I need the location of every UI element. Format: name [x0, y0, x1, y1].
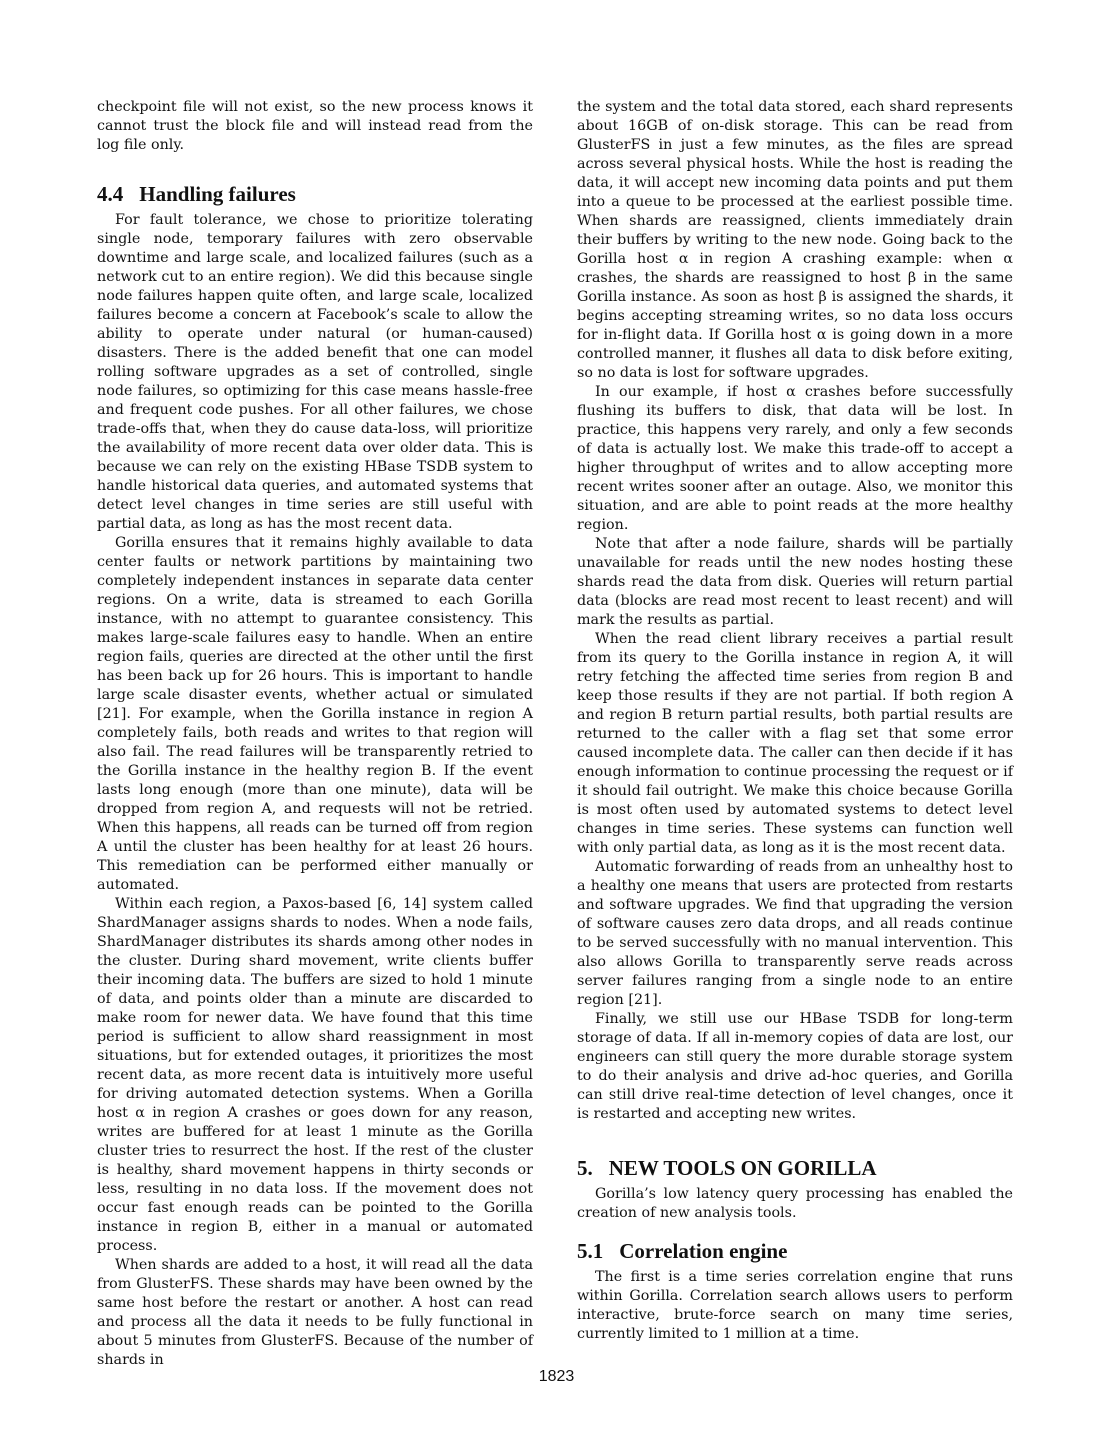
page-number: 1823: [538, 1368, 575, 1385]
left-column: [97, 98, 533, 1370]
body-paragraph: In our example, if host α crashes before successfully flushing its buffers to disk, that data will be lost. In practice, this happens very rarely, and only a few seconds of data is actually lost. We make this trade-off to accept a higher throughput of writes and to allow accepting more recent writes sooner after an outage. Also, we monitor this situation, and are able to point reads at the more healthy region.: [577, 384, 1013, 533]
section-number: 4.4: [97, 182, 124, 206]
continuation-paragraph: the system and the total data stored, each shard represents about 16GB of on-disk storage. This can be read from GlusterFS in just a few minutes, as the files are spread across several physical hosts. While the host is reading the data, it will accept new incoming data points and put them into a queue to be processed at the earliest possible time. When shards are reassigned, clients immediately drain their buffers by writing to the new node. Going back to the Gorilla host α in region A crashing example: when α crashes, the shards are reassigned to host β in the same Gorilla instance. As soon as host β is assigned the shards, it begins accepting streaming writes, so no data loss occurs for in-flight data. If Gorilla host α is going down in a more controlled manner, it flushes all data to disk before exiting, so no data is lost for software upgrades.: [577, 99, 1013, 381]
intro-paragraph: checkpoint file will not exist, so the new process knows it cannot trust the block file and will instead read from the log file only.: [97, 99, 533, 153]
body-paragraph: For fault tolerance, we chose to prioritize tolerating single node, temporary failures with zero observable downtime and large scale, and localized failures (such as a network cut to an entire region). We did this because single node failures happen quite often, and large scale, localized failures become a concern at Facebook’s scale to allow the ability to operate under natural (or human-caused) disasters. There is the added benefit that one can model rolling software upgrades as a set of controlled, single node failures, so optimizing for this case means hassle-free and frequent code pushes. For all other failures, we chose trade-offs that, when they do cause data-loss, will prioritize the availability of more recent data over older data. This is because we can rely on the existing HBase TSDB system to handle historical data queries, and automated systems that detect level changes in time series are still useful with partial data, as long as has the most recent data.: [97, 212, 533, 532]
section-title: NEW TOOLS ON GORILLA: [608, 1156, 877, 1180]
section-title: Correlation engine: [619, 1239, 788, 1263]
section-5-heading: [577, 1155, 1013, 1181]
section-5-1-heading: [577, 1238, 1013, 1264]
body-paragraph: Automatic forwarding of reads from an unhealthy host to a healthy one means that users are protected from restarts and software upgrades. We find that upgrading the version of software causes zero data drops, and all reads continue to be served successfully with no manual intervention. This also allows Gorilla to transparently serve reads across server failures ranging from a single node to an entire region [21].: [577, 859, 1013, 1008]
section-number: 5.: [577, 1156, 593, 1180]
section-title: Handling failures: [139, 182, 296, 206]
body-paragraph: Gorilla ensures that it remains highly available to data center faults or network partitions by maintaining two completely independent instances in separate data center regions. On a write, data is streamed to each Gorilla instance, with no attempt to guarantee consistency. This makes large-scale failures easy to handle. When an entire region fails, queries are directed at the other until the first has been back up for 26 hours. This is important to handle large scale disaster events, whether actual or simulated [21]. For example, when the Gorilla instance in region A completely fails, both reads and writes to that region will also fail. The read failures will be transparently retried to the Gorilla instance in the healthy region B. If the event lasts long enough (more than one minute), data will be dropped from region A, and requests will not be retried. When this happens, all reads can be turned off from region A until the cluster has been healthy for at least 26 hours. This remediation can be performed either manually or automated.: [97, 535, 533, 893]
body-paragraph: Note that after a node failure, shards will be partially unavailable for reads until the new nodes hosting these shards read the data from disk. Queries will return partial data (blocks are read most recent to least recent) and will mark the results as partial.: [577, 536, 1013, 628]
body-paragraph: When the read client library receives a partial result from its query to the Gorilla instance in region A, it will retry fetching the affected time series from region B and keep those results if they are not partial. If both region A and region B return partial results, both partial results are returned to the caller with a flag set that some error caused incomplete data. The caller can then decide if it has enough information to continue processing the request or if it should fail outright. We make this choice because Gorilla is most often used by automated systems to detect level changes in time series. These systems can function well with only partial data, as long as it is the most recent data.: [577, 631, 1013, 856]
section-4-4-heading: [97, 181, 533, 207]
section-number: 5.1: [577, 1239, 604, 1263]
body-paragraph: Gorilla’s low latency query processing has enabled the creation of new analysis tools.: [577, 1186, 1013, 1221]
body-paragraph: Within each region, a Paxos-based [6, 14] system called ShardManager assigns shards to nodes. When a node fails, ShardManager distributes its shards among other nodes in the cluster. During shard movement, write clients buffer their incoming data. The buffers are sized to hold 1 minute of data, and points older than a minute are discarded to make room for newer data. We have found that this time period is sufficient to allow shard reassignment in most situations, but for extended outages, it prioritizes the most recent data, as more recent data is intuitively more useful for driving automated detection systems. When a Gorilla host α in region A crashes or goes down for any reason, writes are buffered for at least 1 minute as the Gorilla cluster tries to resurrect the host. If the rest of the cluster is healthy, shard movement happens in thirty seconds or less, resulting in no data loss. If the movement does not occur fast enough reads can be pointed to the Gorilla instance in region B, either in a manual or automated process.: [97, 896, 533, 1254]
right-column: [577, 98, 1013, 1344]
body-paragraph: When shards are added to a host, it will read all the data from GlusterFS. These shards may have been owned by the same host before the restart or another. A host can read and process all the data it needs to be fully functional in about 5 minutes from GlusterFS. Because of the number of shards in: [97, 1257, 533, 1368]
body-paragraph: The first is a time series correlation engine that runs within Gorilla. Correlation search allows users to perform interactive, brute-force search on many time series, currently limited to 1 million at a time.: [577, 1269, 1013, 1342]
body-paragraph: Finally, we still use our HBase TSDB for long-term storage of data. If all in-memory copies of data are lost, our engineers can still query the more durable storage system to do their analysis and drive ad-hoc queries, and Gorilla can still drive real-time detection of level changes, once it is restarted and accepting new writes.: [577, 1011, 1013, 1122]
